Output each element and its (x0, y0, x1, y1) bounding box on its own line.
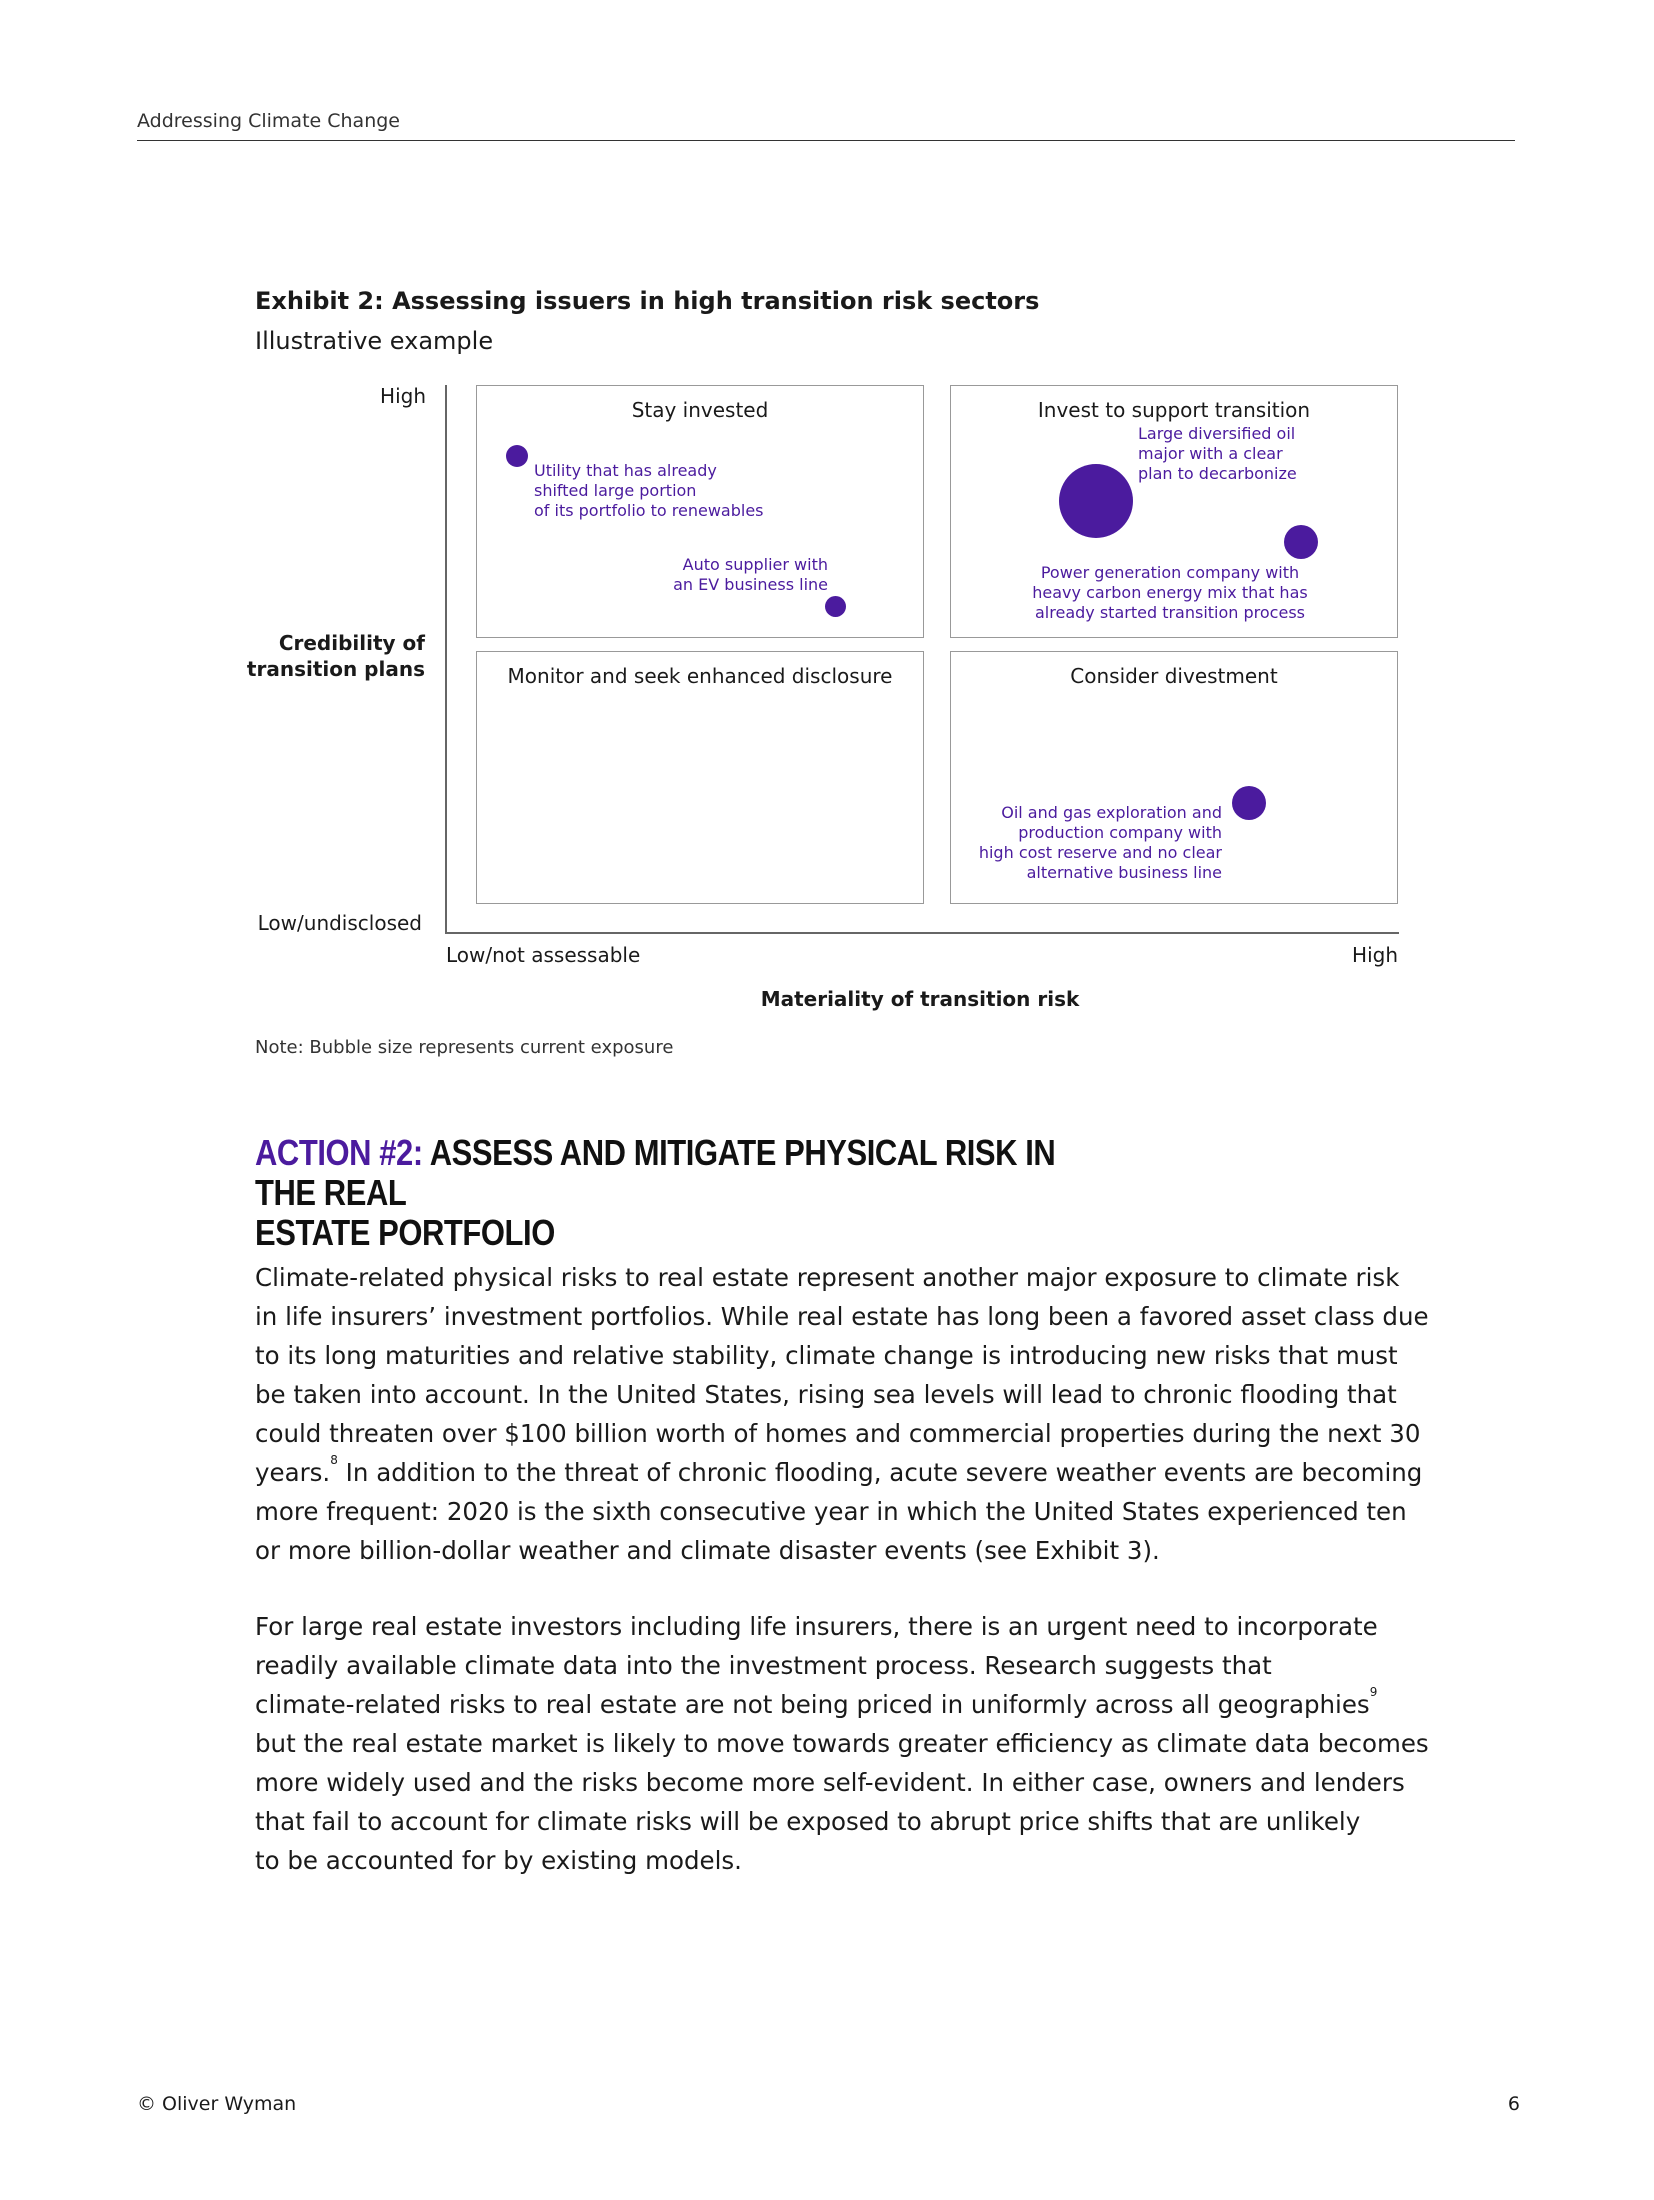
exhibit-note: Note: Bubble size represents current exposure (255, 1037, 674, 1058)
page-number: 6 (1507, 2093, 1520, 2115)
y-tick-low: Low/undisclosed (257, 911, 422, 935)
section-heading-accent: ACTION #2: (255, 1132, 423, 1173)
x-tick-high: High (1352, 943, 1398, 967)
annotation-line: shifted large portion (534, 481, 697, 500)
y-axis-title: Credibility of transition plans (246, 631, 425, 681)
quadrant-title: Stay invested (631, 398, 769, 422)
bubble-power-generation (1284, 525, 1318, 559)
paragraph-line: more frequent: 2020 is the sixth consecutive year in which the United States experienced ten (255, 1497, 1407, 1526)
paragraph-line: readily available climate data into the investment process. Research suggests that (255, 1651, 1272, 1680)
annotation-line: heavy carbon energy mix that has (1032, 583, 1308, 602)
paragraph-line: For large real estate investors including life insurers, there is an urgent need to incorporate (255, 1612, 1378, 1641)
paragraph-line: Climate-related physical risks to real estate represent another major exposure to climate risk (255, 1263, 1400, 1292)
x-axis-title: Materiality of transition risk (760, 987, 1080, 1011)
paragraph-line: to its long maturities and relative stability, climate change is introducing new risks that must (255, 1341, 1398, 1370)
annotation-line: alternative business line (1026, 863, 1222, 882)
bubble-utility (506, 445, 528, 467)
quadrant-title: Monitor and seek enhanced disclosure (507, 664, 893, 688)
paragraph-line: could threaten over $100 billion worth of homes and commercial properties during the next 30 (255, 1419, 1421, 1448)
quadrant-title: Consider divestment (1070, 664, 1278, 688)
section-heading-line2: ESTATE PORTFOLIO (255, 1212, 555, 1253)
exhibit-title: Exhibit 2: Assessing issuers in high transition risk sectors (255, 287, 1040, 315)
paragraph-line: more widely used and the risks become more self-evident. In either case, owners and lenders (255, 1768, 1405, 1797)
annotation-line: Auto supplier with (682, 555, 828, 574)
header-rule (137, 140, 1515, 141)
paragraph-line: but the real estate market is likely to move towards greater efficiency as climate data becomes (255, 1729, 1429, 1758)
annotation-line: an EV business line (673, 575, 828, 594)
running-title: Addressing Climate Change (137, 110, 400, 132)
line-text: In addition to the threat of chronic flooding, acute severe weather events are becoming (337, 1458, 1423, 1487)
paragraph-line: to be accounted for by existing models. (255, 1846, 742, 1875)
paragraph-physical-risk (255, 1258, 1429, 1570)
x-tick-low: Low/not assessable (446, 943, 641, 967)
annotation-line: high cost reserve and no clear (978, 843, 1222, 862)
bubble-oil-major (1059, 464, 1133, 538)
annotation-auto-supplier (620, 555, 828, 595)
paragraph-line (255, 1453, 1423, 1492)
section-heading-text: ASSESS AND MITIGATE PHYSICAL RISK IN THE REAL (255, 1132, 1056, 1213)
y-axis-line (445, 385, 447, 933)
line-text: climate-related risks to real estate are not being priced in uniformly across all geographies (255, 1690, 1370, 1719)
paragraph-line: or more billion-dollar weather and climate disaster events (see Exhibit 3). (255, 1536, 1160, 1565)
annotation-oil-major (1138, 424, 1297, 484)
annotation-utility (534, 461, 764, 521)
annotation-power-generation (1010, 563, 1330, 623)
section-heading-line1 (255, 1133, 1115, 1213)
paragraph-line (255, 1685, 1405, 1724)
bubble-oil-gas-exploration (1232, 786, 1266, 820)
paragraph-line: be taken into account. In the United States, rising sea levels will lead to chronic flooding that (255, 1380, 1397, 1409)
y-tick-high: High (380, 384, 426, 408)
annotation-line: major with a clear (1138, 444, 1283, 463)
quadrant-title: Invest to support transition (1037, 398, 1311, 422)
paragraph-line: in life insurers’ investment portfolios. While real estate has long been a favored asset class due (255, 1302, 1429, 1331)
annotation-line: plan to decarbonize (1138, 464, 1297, 483)
annotation-oil-gas-exploration (960, 803, 1222, 883)
line-text: years. (255, 1458, 331, 1487)
annotation-line: Utility that has already (534, 461, 717, 480)
exhibit-subtitle: Illustrative example (255, 327, 494, 355)
section-heading (255, 1133, 1115, 1253)
annotation-line: Power generation company with (1040, 563, 1300, 582)
annotation-line: of its portfolio to renewables (534, 501, 764, 520)
annotation-line: already started transition process (1035, 603, 1305, 622)
quadrant-monitor (476, 651, 924, 904)
annotation-line: production company with (1018, 823, 1222, 842)
footnote-ref[interactable]: 9 (1369, 1685, 1378, 1699)
x-axis-line (445, 932, 1399, 934)
footer-copyright: © Oliver Wyman (137, 2093, 297, 2115)
footnote-ref[interactable]: 8 (330, 1453, 338, 1467)
annotation-line: Oil and gas exploration and (1001, 803, 1222, 822)
paragraph-line: that fail to account for climate risks will be exposed to abrupt price shifts that are unlikely (255, 1807, 1361, 1836)
bubble-auto-supplier (825, 596, 846, 617)
annotation-line: Large diversified oil (1138, 424, 1296, 443)
paragraph-real-estate-investors (255, 1607, 1429, 1880)
